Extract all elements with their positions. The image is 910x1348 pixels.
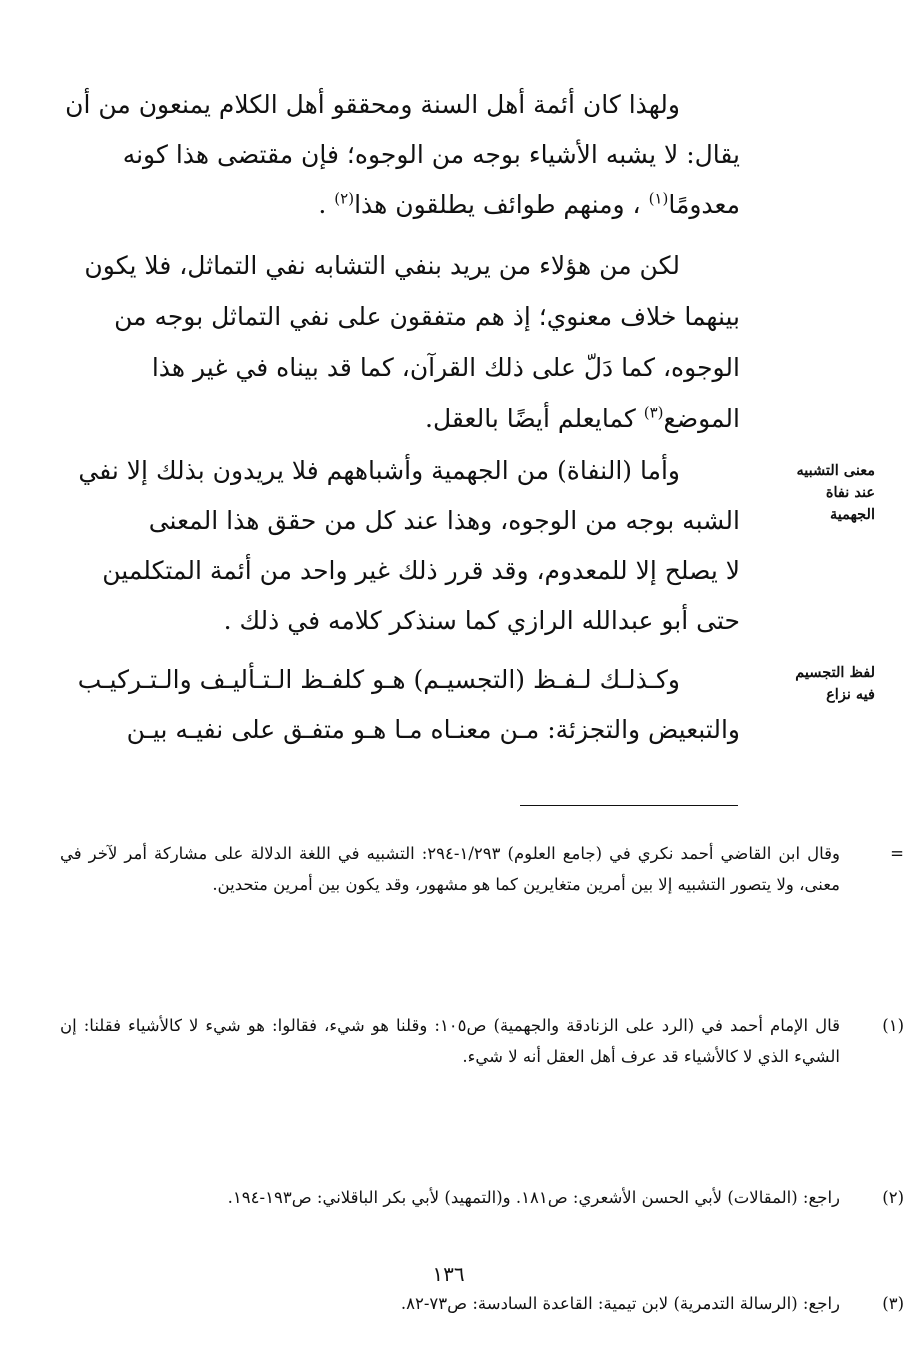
text-run: الموضع <box>663 404 740 433</box>
margin-note-line: لفظ التجسيم <box>795 664 875 681</box>
footnote-1 <box>60 1010 910 1072</box>
footnote-text: قال الإمام أحمد في (الرد على الزنادقة والجهمية) ص١٠٥: وقلنا هو شيء، فقالوا: هو شيء لا كالأشياء فقلنا: إن الشيء الذي لا كالأشياء قد عرف أهل العقل أنه لا شيء. <box>60 1016 841 1066</box>
text-line: ولهذا كان أئمة أهل السنة ومحققو أهل الكلام يمنعون من أن <box>65 90 680 119</box>
text-run: معدومًا <box>668 190 740 219</box>
margin-note-1 <box>760 460 875 526</box>
text-line <box>60 180 740 230</box>
paragraph-4 <box>60 655 740 755</box>
text-line: بينهما خلاف معنوي؛ إذ هم متفقون على نفي التماثل بوجه من <box>114 302 740 331</box>
margin-note-line: عند نفاة <box>825 484 875 501</box>
footnote-text: راجع: (المقالات) لأبي الحسن الأشعري: ص١٨١. و(التمهيد) لأبي بكر الباقلاني: ص١٩٣-١٩٤. <box>227 1188 840 1207</box>
text-line: الشبه بوجه من الوجوه، وهذا عند كل من حقق هذا المعنى <box>148 506 740 535</box>
paragraph-3 <box>60 446 740 646</box>
text-run: . <box>318 190 327 219</box>
margin-note-line: الجهمية <box>829 506 875 523</box>
footnote-2 <box>60 1182 910 1213</box>
footnote-number: = <box>890 844 904 863</box>
footnote-text: راجع: (الرسالة التدمرية) لابن تيمية: القاعدة السادسة: ص٧٣-٨٢. <box>400 1294 840 1313</box>
footnote-number: (١) <box>882 1016 904 1035</box>
text-line: وكـذلـك لـفـظ (التجسيـم) هـو كلفـظ الـتـأليـف والـتـركيـب <box>77 665 680 694</box>
text-run: ، ومنهم طوائف يطلقون هذا <box>354 190 641 219</box>
footnote-ref[interactable]: (٣) <box>643 403 664 422</box>
footnote-separator <box>520 805 738 806</box>
text-line: لا يصلح إلا للمعدوم، وقد قرر ذلك غير واحد من أئمة المتكلمين <box>102 556 740 585</box>
text-line: وأما (النفاة) من الجهمية وأشباههم فلا يريدون بذلك إلا نفي <box>78 456 680 485</box>
footnote-3 <box>60 1288 910 1319</box>
footnote-ref[interactable]: (١) <box>648 189 669 208</box>
footnote-continued <box>60 838 910 900</box>
paragraph-1 <box>60 80 740 230</box>
margin-note-line: فيه نزاع <box>826 686 875 703</box>
footnote-ref[interactable]: (٢) <box>334 189 355 208</box>
footnote-number: (٣) <box>882 1294 904 1313</box>
page-number: ١٣٦ <box>432 1262 465 1286</box>
text-line <box>60 393 740 444</box>
footnote-text: وقال ابن القاضي أحمد نكري في (جامع العلوم) ١/٢٩٣-٢٩٤: التشبيه في اللغة الدلالة على مشاركة أمر لآخر في معنى، ولا يتصور التشبيه إلا بين أمرين متغايرين كما هو مشهور، وقد يكون بين أمرين متحدين. <box>60 844 840 894</box>
text-line: حتى أبو عبدالله الرازي كما سنذكر كلامه في ذلك . <box>223 606 740 635</box>
text-line: والتبعيض والتجزئة: مـن معنـاه مـا هـو متفـق على نفيـه بيـن <box>126 715 740 744</box>
text-line: الوجوه، كما دَلّ على ذلك القرآن، كما قد بيناه في غير هذا <box>151 353 740 382</box>
margin-note-2 <box>760 662 875 706</box>
footnote-number: (٢) <box>882 1188 904 1207</box>
text-run: كمايعلم أيضًا بالعقل. <box>425 404 636 433</box>
text-line: يقال: لا يشبه الأشياء بوجه من الوجوه؛ فإن مقتضى هذا كونه <box>122 140 740 169</box>
text-line: لكن من هؤلاء من يريد بنفي التشابه نفي التماثل، فلا يكون <box>84 251 680 280</box>
margin-note-line: معنى التشبيه <box>796 462 875 479</box>
paragraph-2 <box>60 240 740 444</box>
